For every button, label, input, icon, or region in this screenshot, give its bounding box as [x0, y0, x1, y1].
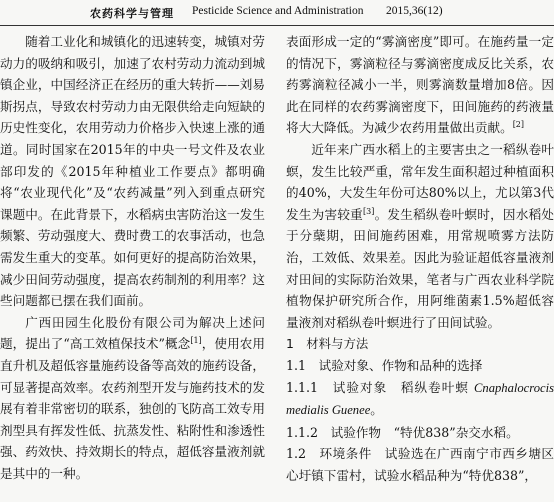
header-rule	[0, 25, 554, 26]
subsection-1-2: 1.2 环境条件 试验选在广西南宁市西乡塘区心圩镇下雷村，试验水稻品种为“特优838”，	[286, 446, 554, 483]
running-header	[0, 0, 554, 22]
subsection-1-1-1-end: 。	[370, 402, 383, 418]
subsection-1-1-1-label: 1.1.1 试验对象 稻纵卷叶螟	[286, 379, 474, 395]
paragraph-background: 随着工业化和城镇化的迅速转变，城镇对劳动力的吸纳和吸引，加速了农村劳动力流动到城镇企业，中国经济正在经历的重大转折——刘易斯拐点，导致农村劳动力由无限供给走向短缺的历史性变化，农用劳动力价格步入快速上涨的通道。同时国家在2015年的中央一号文件及农业部印发的《2015年种植业工作要点》都明确将“农业现代化”及“农药减量”列入到重点研究课题中。在此背景下，水稻病虫害防治这一发生频繁、劳动强度大、费时费工的农事活动，也急需发生重大的变革。如何更好的提高防治效果，减少田间劳动强度，提高农药制剂的利用率？这些问题都已摆在我们面前。	[0, 34, 265, 309]
left-column	[0, 31, 265, 502]
subsection-heading-1-1: 1.1 试验对象、作物和品种的选择	[286, 357, 483, 373]
paragraph-company-start: 广西田园生化股份有限公司为解决上述问题，提出了“高工效植保技术”概念	[0, 314, 265, 352]
right-column	[286, 31, 554, 502]
paragraph-pest	[286, 139, 554, 333]
subsection-1-1-2: 1.1.2 试验作物 “特优838”杂交水稻。	[286, 424, 519, 440]
subsection-1-1-1	[286, 377, 554, 422]
journal-title-en: Pesticide Science and Administration	[192, 5, 364, 17]
citation-ref[interactable]: [3]	[363, 206, 375, 216]
paragraph-droplet	[286, 31, 554, 139]
paragraph-company	[0, 312, 265, 485]
paragraph-droplet-text: 表面形成一定的“雾滴密度”即可。在施药量一定的情况下，雾滴粒径与雾滴密度成反比关系，农药雾滴粒径减小一半，则雾滴数量增加8倍。因此在同样的农药雾滴密度下，田间施药的药液量将大大降低。为减少农药用量做出贡献。	[286, 34, 554, 136]
paragraph-pest-start: 近年来广西水稻上的主要害虫之一稻纵卷叶螟，发生比较严重，常年发生面积超过种植面积的40%，大发生年份可达80%以上，尤以第3代发生为害较重	[286, 141, 554, 222]
paragraph-company-rest: ，使用农用直升机及超低容量施药设备等高效的施药设备，可显著提高效率。农药剂型开发与施药技术的发展有着非常密切的联系，独创的飞防高工效专用剂型具有挥发性低、抗蒸发性、粘附性和渗透性强、药效快、持效期长的特点，超低容量液剂就是其中的一种。	[0, 336, 265, 481]
journal-title-cn: 农药科学与管理	[90, 7, 174, 20]
year-issue: 2015,36(12)	[386, 5, 443, 17]
citation-ref[interactable]: [2]	[512, 120, 525, 130]
latin-species-name: Cnaphalocrocis medialis Guenee	[286, 380, 554, 418]
section-heading-materials: 1 材料与方法	[286, 336, 369, 352]
paragraph-pest-rest: 。发生稻纵卷叶螟时，因水稻处于分蘖期，田间施药困难，用常规喷雾方法防治，工效低、效果差。因此为验证超低容量液剂对田间的实际防治效果，笔者与广西农业科学院植物保护研究所合作，用阿维菌素1.5%超低容量液剂对稻纵卷叶螟进行了田间试验。	[286, 206, 554, 330]
citation-ref[interactable]: [1]	[190, 336, 202, 346]
